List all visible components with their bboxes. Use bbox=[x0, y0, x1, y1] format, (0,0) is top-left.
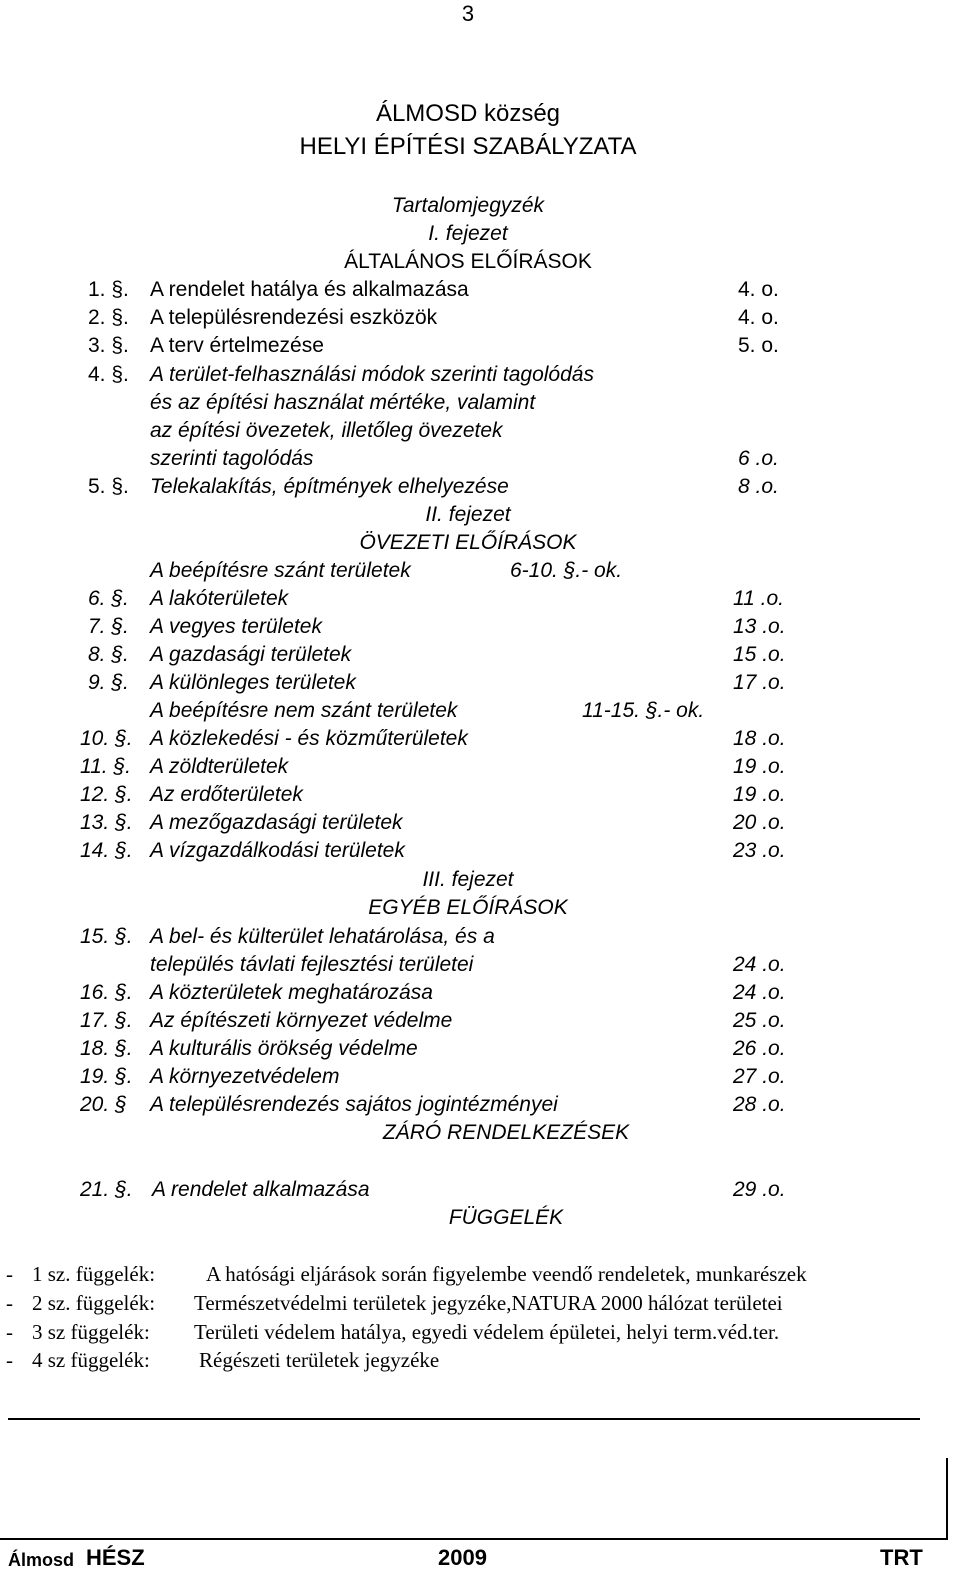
toc-entry-19-page: 27 .o. bbox=[733, 1065, 786, 1088]
toc-entry-20-number: 20. § bbox=[80, 1093, 127, 1116]
toc-entry-4-text-line2: és az építési használat mértéke, valamint bbox=[150, 391, 536, 414]
toc-entry-21-text: A rendelet alkalmazása bbox=[152, 1178, 370, 1201]
appendix-item-4-text: Régészeti területek jegyzéke bbox=[199, 1348, 440, 1372]
toc-entry-10-number: 10. §. bbox=[80, 727, 133, 750]
toc-entry-10-page: 18 .o. bbox=[733, 727, 786, 750]
toc-entry-3-number: 3. §. bbox=[88, 334, 129, 357]
subsection-2-range: 11-15. §.- ok. bbox=[582, 699, 705, 722]
document-title-line2: HELYI ÉPÍTÉSI SZABÁLYZATA bbox=[299, 133, 637, 160]
footer-author: TRT bbox=[880, 1545, 923, 1570]
toc-entry-5-number: 5. §. bbox=[88, 475, 129, 498]
toc-entry-20-page: 28 .o. bbox=[733, 1093, 786, 1116]
closing-provisions-title: ZÁRÓ RENDELKEZÉSEK bbox=[382, 1121, 630, 1144]
appendix-item-4-dash: - bbox=[6, 1348, 13, 1372]
toc-entry-7-page: 13 .o. bbox=[733, 615, 786, 638]
appendix-item-1-label: 1 sz. függelék: bbox=[32, 1262, 156, 1286]
toc-entry-8-page: 15 .o. bbox=[733, 643, 786, 666]
toc-entry-4-text-line3: az építési övezetek, illetőleg övezetek bbox=[150, 419, 503, 442]
document-title-line1: ÁLMOSD község bbox=[375, 100, 561, 127]
toc-entry-4-text-line1: A terület-felhasználási módok szerinti tagolódás bbox=[150, 363, 594, 386]
appendix-item-1-text: A hatósági eljárások során figyelembe veendő rendeletek, munkarészek bbox=[206, 1262, 807, 1286]
toc-heading: Tartalomjegyzék bbox=[391, 194, 545, 217]
toc-entry-12-number: 12. §. bbox=[80, 783, 133, 806]
footer-vertical-rule bbox=[946, 1458, 948, 1540]
chapter-3-label: III. fejezet bbox=[422, 868, 514, 891]
footer-document-code: HÉSZ bbox=[86, 1545, 145, 1570]
toc-entry-18-text: A kulturális örökség védelme bbox=[150, 1037, 418, 1060]
toc-entry-17-number: 17. §. bbox=[80, 1009, 133, 1032]
toc-entry-15-number: 15. §. bbox=[80, 925, 133, 948]
appendix-item-3-text: Területi védelem hatálya, egyedi védelem épületei, helyi term.véd.ter. bbox=[194, 1320, 780, 1344]
toc-entry-9-page: 17 .o. bbox=[733, 671, 786, 694]
toc-entry-6-number: 6. §. bbox=[88, 587, 129, 610]
toc-entry-8-text: A gazdasági területek bbox=[150, 643, 352, 666]
toc-entry-11-text: A zöldterületek bbox=[150, 755, 289, 778]
toc-entry-2-page: 4. o. bbox=[738, 306, 779, 329]
toc-entry-12-text: Az erdőterületek bbox=[150, 783, 303, 806]
toc-entry-16-number: 16. §. bbox=[80, 981, 133, 1004]
toc-entry-1-text: A rendelet hatálya és alkalmazása bbox=[150, 278, 469, 301]
toc-entry-15-text-line1: A bel- és külterület lehatárolása, és a bbox=[150, 925, 495, 948]
toc-entry-5-text: Telekalakítás, építmények elhelyezése bbox=[150, 475, 509, 498]
toc-entry-1-page: 4. o. bbox=[738, 278, 779, 301]
toc-entry-9-number: 9. §. bbox=[88, 671, 129, 694]
toc-entry-3-page: 5. o. bbox=[738, 334, 779, 357]
toc-entry-10-text: A közlekedési - és közműterületek bbox=[150, 727, 468, 750]
chapter-2-title: ÖVEZETI ELŐÍRÁSOK bbox=[359, 531, 577, 554]
chapter-1-label: I. fejezet bbox=[428, 222, 508, 245]
toc-entry-21-number: 21. §. bbox=[80, 1178, 133, 1201]
toc-entry-9-text: A különleges területek bbox=[150, 671, 356, 694]
toc-entry-16-page: 24 .o. bbox=[733, 981, 786, 1004]
toc-entry-19-text: A környezetvédelem bbox=[150, 1065, 340, 1088]
toc-entry-6-page: 11 .o. bbox=[733, 587, 784, 610]
toc-entry-13-text: A mezőgazdasági területek bbox=[150, 811, 403, 834]
toc-entry-13-number: 13. §. bbox=[80, 811, 133, 834]
toc-entry-11-page: 19 .o. bbox=[733, 755, 786, 778]
chapter-2-label: II. fejezet bbox=[425, 503, 511, 526]
toc-entry-18-page: 26 .o. bbox=[733, 1037, 786, 1060]
appendix-item-3-label: 3 sz függelék: bbox=[32, 1320, 150, 1344]
toc-entry-11-number: 11. §. bbox=[80, 755, 131, 778]
toc-entry-16-text: A közterületek meghatározása bbox=[150, 981, 433, 1004]
appendix-item-1-dash: - bbox=[6, 1262, 13, 1286]
page-number: 3 bbox=[461, 1, 475, 26]
toc-entry-17-text: Az építészeti környezet védelme bbox=[150, 1009, 453, 1032]
toc-entry-12-page: 19 .o. bbox=[733, 783, 786, 806]
toc-entry-5-page: 8 .o. bbox=[738, 475, 779, 498]
toc-entry-15-text-line2: település távlati fejlesztési területei bbox=[150, 953, 474, 976]
toc-entry-2-number: 2. §. bbox=[88, 306, 129, 329]
appendix-item-2-dash: - bbox=[6, 1291, 13, 1315]
toc-entry-20-text: A településrendezés sajátos jogintézményei bbox=[150, 1093, 558, 1116]
toc-entry-18-number: 18. §. bbox=[80, 1037, 133, 1060]
toc-entry-6-text: A lakóterületek bbox=[150, 587, 289, 610]
footer-top-rule bbox=[0, 1538, 948, 1540]
toc-entry-4-number: 4. §. bbox=[88, 363, 129, 386]
appendix-item-2-text: Természetvédelmi területek jegyzéke,NATURA 2000 hálózat területei bbox=[194, 1291, 783, 1315]
toc-entry-13-page: 20 .o. bbox=[733, 811, 786, 834]
toc-entry-21-page: 29 .o. bbox=[733, 1178, 786, 1201]
toc-entry-7-number: 7. §. bbox=[88, 615, 129, 638]
chapter-1-title: ÁLTALÁNOS ELŐÍRÁSOK bbox=[344, 250, 592, 273]
toc-entry-14-page: 23 .o. bbox=[733, 839, 786, 862]
appendix-item-4-label: 4 sz függelék: bbox=[32, 1348, 150, 1372]
subsection-1-title: A beépítésre szánt területek bbox=[150, 559, 411, 582]
subsection-1-range: 6-10. §.- ok. bbox=[510, 559, 623, 582]
toc-entry-14-text: A vízgazdálkodási területek bbox=[150, 839, 405, 862]
appendix-item-2-label: 2 sz. függelék: bbox=[32, 1291, 156, 1315]
toc-entry-4-text-line4: szerinti tagolódás bbox=[150, 447, 314, 470]
footer-year: 2009 bbox=[438, 1545, 487, 1570]
toc-entry-17-page: 25 .o. bbox=[733, 1009, 786, 1032]
toc-entry-19-number: 19. §. bbox=[80, 1065, 133, 1088]
toc-entry-14-number: 14. §. bbox=[80, 839, 133, 862]
subsection-2-title: A beépítésre nem szánt területek bbox=[150, 699, 458, 722]
separator-line bbox=[8, 1418, 920, 1420]
toc-entry-3-text: A terv értelmezése bbox=[150, 334, 324, 357]
appendix-item-3-dash: - bbox=[6, 1320, 13, 1344]
toc-entry-7-text: A vegyes területek bbox=[150, 615, 322, 638]
toc-entry-1-number: 1. §. bbox=[88, 278, 129, 301]
toc-entry-15-page: 24 .o. bbox=[733, 953, 786, 976]
toc-entry-8-number: 8. §. bbox=[88, 643, 129, 666]
toc-entry-4-page: 6 .o. bbox=[738, 447, 779, 470]
footer-municipality: Álmosd bbox=[8, 1550, 75, 1570]
toc-entry-2-text: A településrendezési eszközök bbox=[150, 306, 438, 329]
appendix-title: FÜGGELÉK bbox=[448, 1206, 564, 1229]
chapter-3-title: EGYÉB ELŐÍRÁSOK bbox=[368, 896, 568, 919]
